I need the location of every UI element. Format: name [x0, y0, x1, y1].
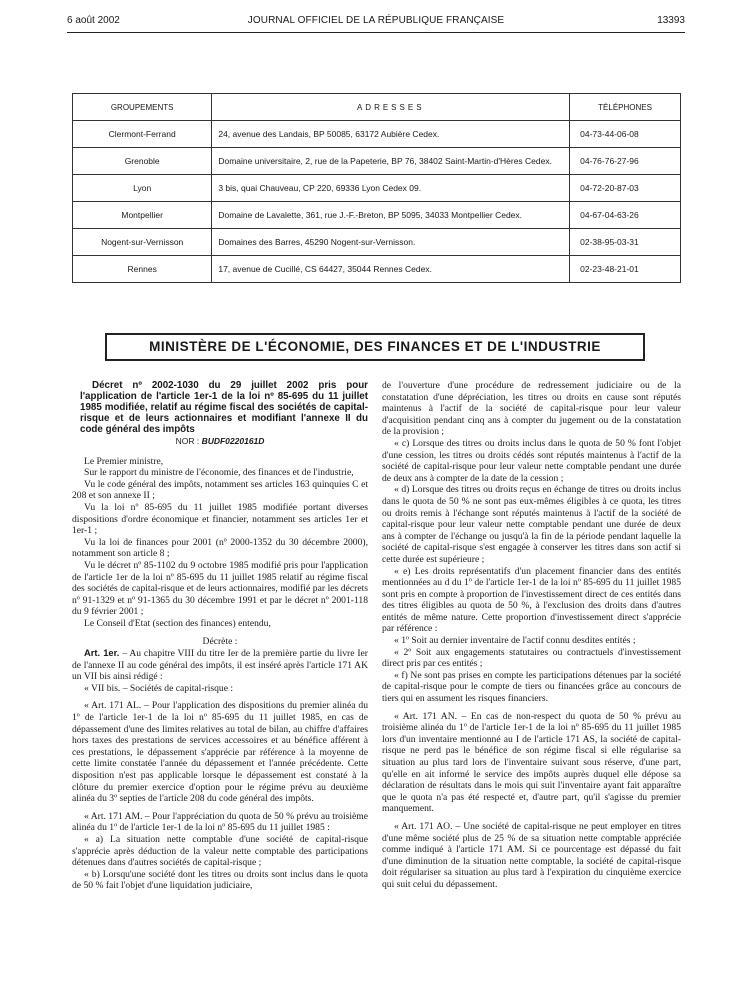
paragraph: Vu le décret nº 85-1102 du 9 octobre 1985 modifié pris pour l'application de l'article 1er de la loi nº 85-695 du 11 juillet 1985 relatif au régime fiscal des sociétés de capital-risque et de leurs actionnaires, modifié par les décrets nº 91-1329 et nº 91-1365 du 30 décembre 1991 et par le décret nº 2001-118 du 9 février 2001 ;	[72, 559, 368, 618]
column-header-adresses: ADRESSES	[212, 94, 570, 121]
phone-cell: 04-72-20-87-03	[570, 175, 681, 202]
header-date: 6 août 2002	[67, 15, 120, 26]
paragraph: Vu la loi nº 85-695 du 11 juillet 1985 modifiée portant diverses dispositions d'ordre économique et financier, notamment ses articles 1er et 1er-1 ;	[72, 501, 368, 537]
paragraph: « c) Lorsque des titres ou droits inclus dans le quota de 50 % font l'objet d'une cession, les titres ou droits cédés sont réputés maintenus à l'actif de la société de capital-risque pour leur valeur nette comptable pendant une durée de deux ans à compter de la date de la cession ;	[382, 437, 681, 484]
left-column	[72, 380, 368, 892]
table-row	[73, 202, 681, 229]
right-column	[382, 380, 681, 891]
paragraph: « Art. 171 AN. – En cas de non-respect du quota de 50 % prévu au troisième alinéa du 1º de l'article 1er-1 de la loi nº 85-695 du 11 juillet 1985 lors d'un inventaire mentionné au I de l'article 171 AS, la société de capital-risque ne perd pas le bénéfice de son régime fiscal si elle régularise sa situation au plus tard lors de l'inventaire suivant sous réserve, d'une part, qu'elle en ait informé le service des impôts auprès duquel elle dépose sa déclaration de résultats dans le mois qui suit l'inventaire ayant fait apparaître que le quota n'a pas été respecté et, d'autre part, qu'il s'agisse du premier manquement.	[382, 710, 681, 815]
paragraph: « a) La situation nette comptable d'une société de capital-risque s'apprécie après déduction de la valeur nette comptable des participations détenues dans d'autres sociétés de capital-risque ;	[72, 834, 368, 869]
address-cell: 24, avenue des Landais, BP 50085, 63172 Aubière Cedex.	[212, 121, 570, 148]
phone-cell: 04-67-04-63-26	[570, 202, 681, 229]
paragraph: « b) Lorsqu'une société dont les titres ou droits sont inclus dans le quota de 50 % fait l'objet d'une liquidation judiciaire,	[72, 868, 368, 892]
paragraph: « d) Lorsque des titres ou droits reçus en échange de titres ou droits inclus dans le quota de 50 % ne sont pas eux-mêmes éligibles à ce quota, les titres ou droits remis à l'échange sont réputés maintenus à l'actif de la société de capital-risque pour leur valeur nette comptable pendant une durée de deux ans à compter de l'échange ou jusqu'à la fin de la période pendant laquelle la société de capital-risque s'est engagée à conserver les titres dans son actif si cette durée est supérieure ;	[382, 484, 681, 565]
paragraph: de l'ouverture d'une procédure de redressement judiciaire ou de la constatation d'une dépréciation, les titres ou droits en cause sont réputés maintenus à l'actif de la société de capital-risque pour leur valeur d'acquisition pendant cinq ans à compter du jugement ou de la constatation de la provision ;	[382, 380, 681, 438]
column-header-telephones: TÉLÉPHONES	[570, 94, 681, 121]
address-cell: 3 bis, quai Chauveau, CP 220, 69336 Lyon Cedex 09.	[212, 175, 570, 202]
nor-line	[72, 436, 368, 448]
article-1-text: – Au chapitre VIII du titre Ier de la première partie du livre Ier de l'annexe II au code général des impôts, il est inséré après l'article 171 AK un VII bis ainsi rédigé :	[72, 648, 368, 683]
group-cell: Grenoble	[73, 148, 212, 175]
address-cell: Domaine de Lavalette, 361, rue J.-F.-Breton, BP 5095, 34033 Montpellier Cedex.	[212, 202, 570, 229]
paragraph: « 1º Soit au dernier inventaire de l'actif connu desdites entités ;	[394, 635, 636, 647]
group-cell: Rennes	[73, 256, 212, 283]
nor-label: NOR :	[175, 436, 200, 446]
paragraph: « 2º Soit aux engagements statutaires ou contractuels d'investissement direct pris par ces entités ;	[382, 646, 681, 670]
paragraph: Vu le code général des impôts, notamment ses articles 163 quinquies C et 208 et son annexe II ;	[72, 478, 368, 502]
address-cell: Domaines des Barres, 45290 Nogent-sur-Vernisson.	[212, 229, 570, 256]
table-row	[73, 256, 681, 283]
nor-value: BUDF0220161D	[201, 436, 265, 446]
article-1	[72, 647, 368, 683]
paragraph: « VII bis. – Sociétés de capital-risque :	[84, 682, 234, 694]
page-header	[67, 15, 685, 31]
header-journal-title: JOURNAL OFFICIEL DE LA RÉPUBLIQUE FRANÇAISE	[247, 15, 505, 26]
phone-cell: 02-23-48-21-01	[570, 256, 681, 283]
paragraph: Le Conseil d'Etat (section des finances) entendu,	[84, 617, 271, 629]
phone-cell: 04-73-44-06-08	[570, 121, 681, 148]
paragraph: « e) Les droits représentatifs d'un placement financier dans des entités mentionnées au d du 1º de l'article 1er-1 de la loi nº 85-695 du 11 juillet 1985 sont pris en compte à proportion de l'investissement direct de ces entités dans des titres éligibles au quota de 50 %, à l'exclusion des droits dans d'autres entités de même nature. Cette proportion d'investissement direct s'apprécie par référence :	[382, 565, 681, 635]
paragraph: « Art. 171 AO. – Une société de capital-risque ne peut employer en titres d'une même société plus de 25 % de sa situation nette comptable appréciée comme indiqué à l'article 171 AM. Si ce pourcentage est dépassé du fait d'une diminution de la situation nette comptable, la société de capital-risque doit régulariser sa situation au plus tard à l'expiration du cinquième exercice qui suit celui du dépassement.	[382, 820, 681, 890]
paragraph: « Art. 171 AL. – Pour l'application des dispositions du premier alinéa du 1º de l'article 1er-1 de la loi nº 85-695 du 11 juillet 1985, en cas de dépassement d'une des limites relatives au total de bilan, au chiffre d'affaires hors taxes des prestations de services accessoires et au bénéfice afférent à ces prestations, le dépassement s'apprécie par référence à la moyenne de cette limite constatée l'année du dépassement et l'année précédente. Cette disposition n'est pas applicable lorsque le dépassement est constaté à la clôture du premier exercice d'option pour le régime prévu au deuxième alinéa du 3º septies de l'article 208 du code général des impôts.	[72, 700, 368, 805]
header-page-number: 13393	[657, 15, 685, 26]
paragraph: « f) Ne sont pas prises en compte les participations détenues par la société de capital-risque pour le compte de tiers ou financées grâce au concours de tiers qui en assument les risques financiers.	[382, 669, 681, 705]
paragraph: « Art. 171 AM. – Pour l'appréciation du quota de 50 % prévu au troisième alinéa du 1º de l'article 1er-1 de la loi nº 85-695 du 11 juillet 1985 :	[72, 810, 368, 834]
address-cell: 17, avenue de Cucillé, CS 64427, 35044 Rennes Cedex.	[212, 256, 570, 283]
table-row	[73, 229, 681, 256]
directory-table	[72, 93, 681, 283]
paragraph: Sur le rapport du ministre de l'économie, des finances et de l'industrie,	[84, 467, 354, 479]
article-1-label: Art. 1er.	[84, 647, 120, 659]
address-cell: Domaine universitaire, 2, rue de la Papeterie, BP 76, 38402 Saint-Martin-d'Hères Cedex.	[212, 148, 570, 175]
phone-cell: 04-76-76-27-96	[570, 148, 681, 175]
decrete-line: Décrète :	[202, 635, 238, 647]
table-row	[73, 121, 681, 148]
phone-cell: 02-38-95-03-31	[570, 229, 681, 256]
paragraph: Vu la loi de finances pour 2001 (nº 2000-1352 du 30 décembre 2000), notamment son article 8 ;	[72, 536, 368, 560]
table-header-row	[73, 94, 681, 121]
ministry-banner: MINISTÈRE DE L'ÉCONOMIE, DES FINANCES ET DE L'INDUSTRIE	[105, 333, 645, 361]
paragraph: Le Premier ministre,	[84, 455, 164, 467]
group-cell: Montpellier	[73, 202, 212, 229]
group-cell: Clermont-Ferrand	[73, 121, 212, 148]
group-cell: Nogent-sur-Vernisson	[73, 229, 212, 256]
column-header-groupements: GROUPEMENTS	[73, 94, 212, 121]
header-rule	[67, 32, 685, 33]
table-row	[73, 175, 681, 202]
decree-title: Décret nº 2002-1030 du 29 juillet 2002 pris pour l'application de l'article 1er-1 de la loi nº 85-695 du 11 juillet 1985 modifiée, relatif au régime fiscal des sociétés de capital-risque et de leurs actionnaires et modifiant l'annexe II du code général des impôts	[80, 380, 368, 435]
group-cell: Lyon	[73, 175, 212, 202]
table-row	[73, 148, 681, 175]
